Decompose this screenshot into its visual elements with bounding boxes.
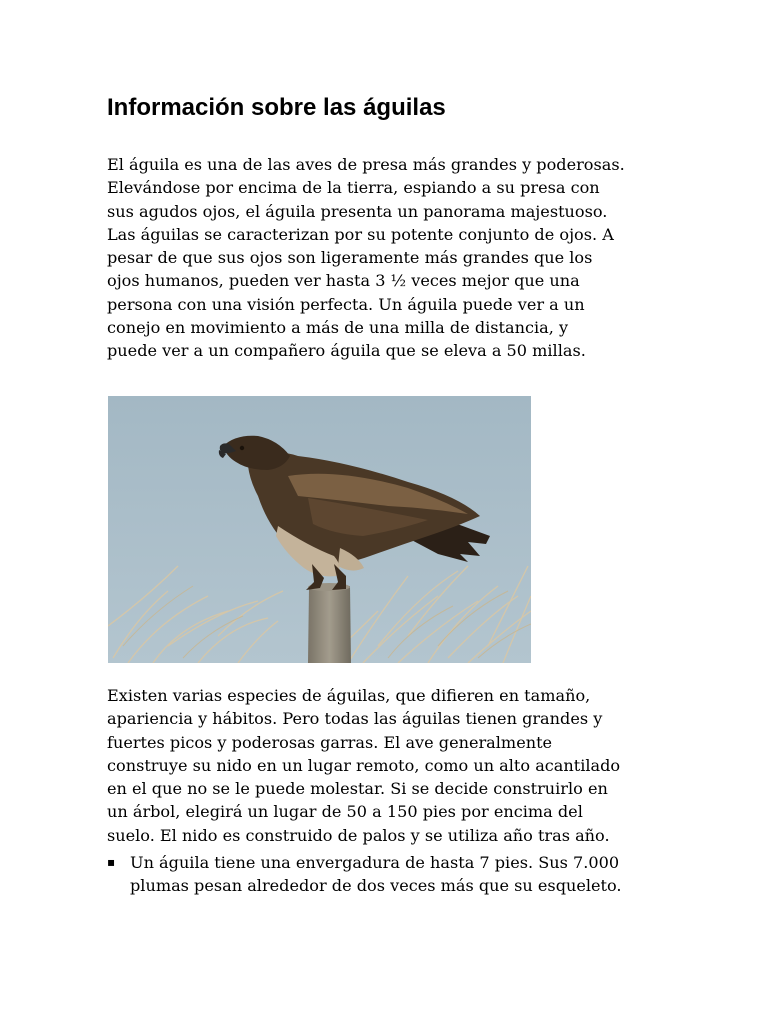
- text-line: Las águilas se caracterizan por su potente conjunto de ojos. A: [107, 224, 614, 244]
- bullet-marker: ▪: [107, 855, 116, 869]
- page-title: Información sobre las águilas: [107, 94, 446, 121]
- text-line: apariencia y hábitos. Pero todas las águilas tienen grandes y: [107, 709, 603, 729]
- intro-paragraph: [107, 153, 677, 363]
- text-line: puede ver a un compañero águila que se eleva a 50 millas.: [107, 341, 586, 361]
- text-line: Existen varias especies de águilas, que difieren en tamaño,: [107, 686, 591, 705]
- text-line: en el que no se le puede molestar. Si se decide construirlo en: [107, 779, 608, 799]
- text-line: Un águila tiene una envergadura de hasta 7 pies. Sus 7.000: [130, 853, 620, 872]
- text-line: El águila es una de las aves de presa más grandes y poderosas.: [107, 155, 625, 174]
- text-line: fuertes picos y poderosas garras. El ave generalmente: [107, 732, 553, 752]
- text-line: plumas pesan alrededor de dos veces más que su esqueleto.: [130, 876, 622, 896]
- text-line: persona con una visión perfecta. Un águila puede ver a un: [107, 294, 585, 314]
- species-paragraph: [107, 684, 677, 847]
- bullet-list: [107, 851, 622, 898]
- eagle-photo: [108, 396, 531, 663]
- text-line: suelo. El nido es construido de palos y se utiliza año tras año.: [107, 825, 610, 845]
- text-line: ojos humanos, pueden ver hasta 3 ½ veces mejor que una: [107, 271, 580, 291]
- eagle-illustration: [108, 396, 531, 663]
- text-line: pesar de que sus ojos son ligeramente más grandes que los: [107, 248, 593, 268]
- text-line: conejo en movimiento a más de una milla de distancia, y: [107, 318, 569, 338]
- text-line: Elevándose por encima de la tierra, espiando a su presa con: [107, 178, 600, 198]
- text-line: sus agudos ojos, el águila presenta un panorama majestuoso.: [107, 201, 608, 221]
- text-line: un árbol, elegirá un lugar de 50 a 150 pies por encima del: [107, 802, 583, 822]
- list-item: [107, 851, 622, 898]
- text-line: construye su nido en un lugar remoto, como un alto acantilado: [107, 755, 621, 775]
